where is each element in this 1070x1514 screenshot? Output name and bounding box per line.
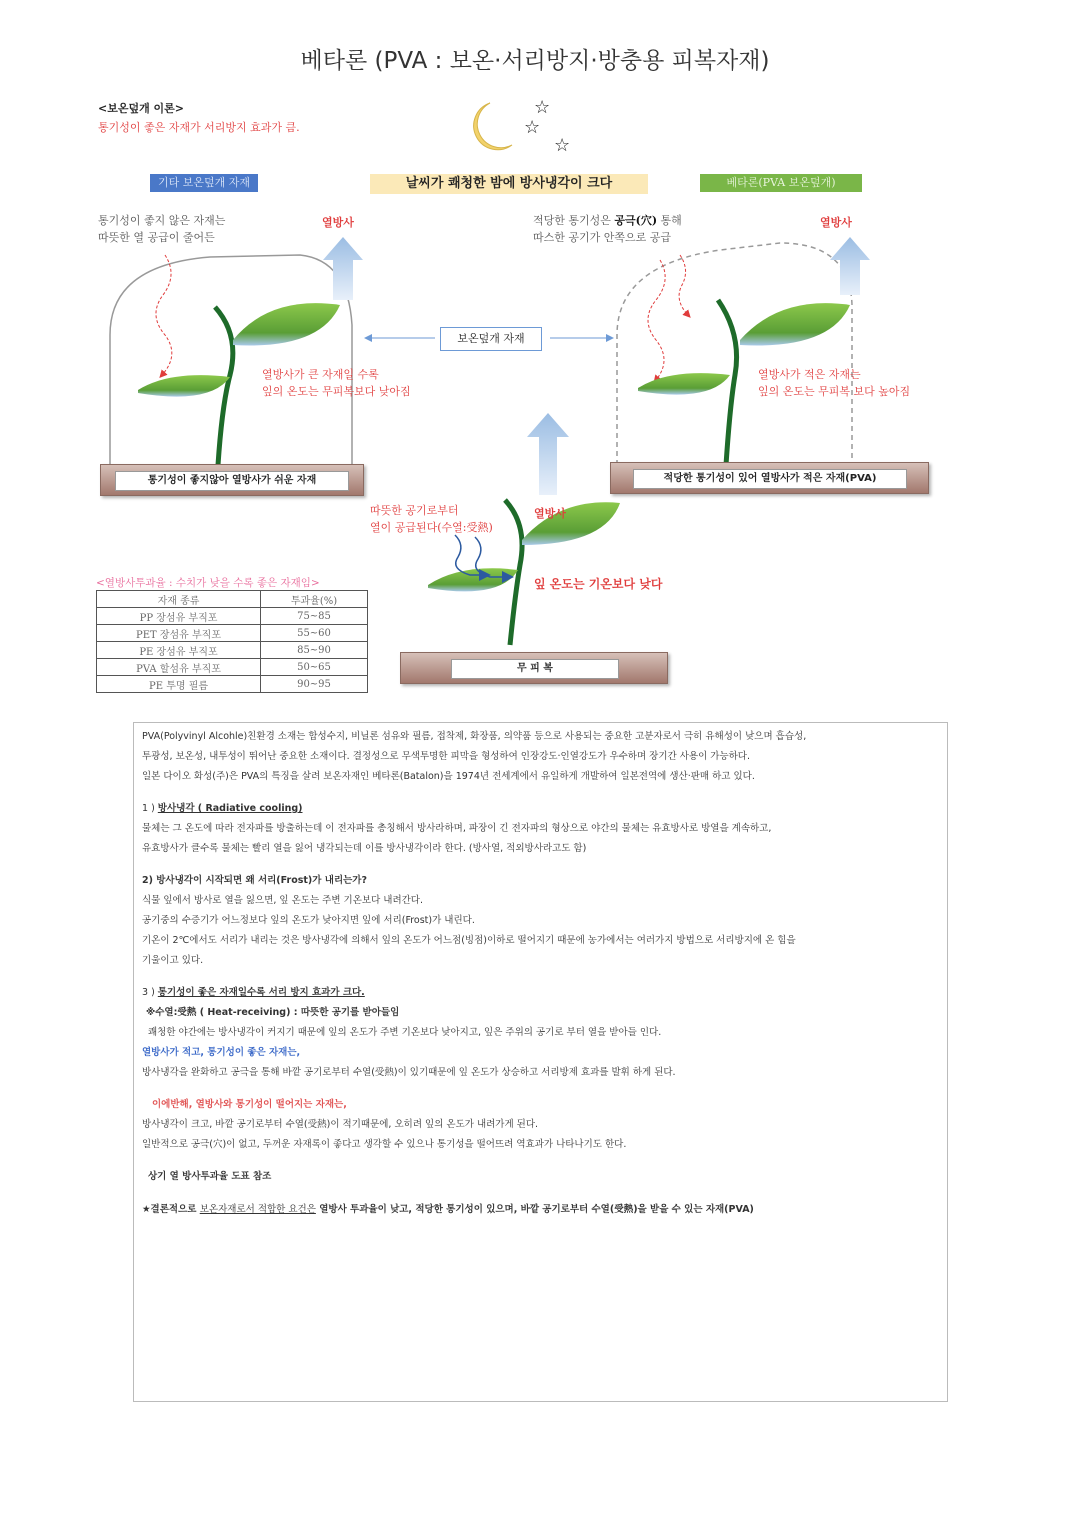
plant-leaf [638,373,730,394]
theory-heading: <보온덮개 이론> [98,102,185,115]
left-ground-bar [100,464,364,496]
table-header-cell: 자재 종류 [97,591,261,608]
table-cell: PP 장섬유 부직포 [97,608,261,625]
section-3 [142,983,937,1155]
table-cell: PE 투명 필름 [97,676,261,693]
plant-leaf [138,375,230,396]
left-inside-line2: 잎의 온도는 무피복보다 낮아짐 [262,385,411,398]
section-2-line: 기울이고 있다. [142,955,204,966]
table-cell: 90~95 [261,676,368,693]
section-3-line: 방사냉각을 완화하고 공극을 통해 바깥 공기로부터 수열(受熱)이 있기때문에 잎 온도가 상승하고 서리방제 효과를 발휘 하게 된다. [142,1067,676,1078]
up-arrow-icon [830,237,870,295]
right-inside-note [758,366,910,400]
table-caption: <열방사투과율 : 수치가 낮을 수록 좋은 자재임> [96,577,320,589]
star-icon: ☆ [524,117,541,138]
right-ground-label: 적당한 통기성이 있어 열방사가 적은 자재(PVA) [633,469,907,489]
table-header-cell: 투과율(%) [261,591,368,608]
left-heat-radiation-label: 열방사 [322,216,354,229]
right-ground-bar [610,462,929,494]
intro-line: 투광성, 보온성, 내투성이 뛰어난 중요한 소재이다. 결정성으로 무색투명한 피막을 형성하여 인장강도·인열강도가 우수하며 장기간 사용이 가능하다. [142,751,750,762]
left-inside-note [262,366,411,400]
section-2-line: 식물 잎에서 방사로 열을 잃으면, 잎 온도는 주변 기온보다 내려간다. [142,895,423,906]
section-2 [142,871,937,971]
bottom-note-line2: 열이 공급된다(수열:受熱) [370,521,493,534]
section-3-line: 방사냉각이 크고, 바깥 공기로부터 수열(受熱)이 적기때문에, 오히려 잎의 온도가 내려가게 된다. [142,1119,539,1130]
page-title: 베타론 (PVA : 보온·서리방지·방충용 피복자재) [300,48,770,74]
reference-note: 상기 열 방사투과율 도표 참조 [148,1171,272,1182]
theory-subtitle: 통기성이 좋은 자재가 서리방지 효과가 큼. [98,121,300,134]
heat-flow-arrow [648,260,665,380]
conclusion [142,1200,937,1220]
conclusion-part: 결론적으로 [150,1204,200,1215]
section-1-heading: 방사냉각 ( Radiative cooling) [157,803,303,814]
plant-leaf [428,568,518,591]
section-3-subheading: ※수열:受熱 ( Heat-receiving) : 따뜻한 공기를 받아들임 [146,1007,400,1018]
table-cell: 55~60 [261,625,368,642]
section-1-number: 1 ) [142,803,158,814]
section-1-line: 물체는 그 온도에 따라 전자파를 방출하는데 이 전자파를 총칭해서 방사라하며, 파장이 긴 전자파의 형상으로 야간의 물체는 유효방사로 방열을 계속하고, [142,823,772,834]
table-row [97,659,368,676]
left-inside-line1: 열방사가 큰 자재일 수록 [262,368,379,381]
right-inside-line1: 열방사가 적은 자재는 [758,368,861,381]
conclusion-part: 열방사 투과율이 낮고, 적당한 통기성이 있으며, 바깥 공기로부터 수열(受熱)을 받을 수 있는 자재(PVA) [315,1204,754,1215]
plant-leaf [740,303,850,345]
table-row [97,642,368,659]
section-2-line: 공기중의 수증기가 어느정보다 잎의 온도가 낮아지면 잎에 서리(Frost)가 내린다. [142,915,475,926]
table-cell: 75~85 [261,608,368,625]
section-2-line: 기온이 2℃에서도 서리가 내리는 것은 방사냉각에 의해서 잎의 온도가 어느점(빙점)이하로 떨어지기 때문에 농가에서는 여러가지 방법으로 서리방지에 온 힘을 [142,935,796,946]
section-2-heading: 2) 방사냉각이 시작되면 왜 서리(Frost)가 내리는가? [142,875,367,886]
up-arrow-icon [527,413,569,495]
transmission-table [96,590,368,693]
table-row [97,676,368,693]
table-cell: 85~90 [261,642,368,659]
left-note-line2: 따뜻한 열 공급이 줄어든 [98,231,215,244]
intro-paragraph [142,727,937,787]
section-3-line: 쾌청한 야간에는 방사냉각이 커지기 때문에 잎의 온도가 주변 기온보다 낮아지고, 잎은 주위의 공기로 부터 열을 받아들 인다. [148,1027,662,1038]
crescent-moon-icon [474,103,512,150]
intro-line: PVA(Polyvinyl Alcohle)친환경 소재는 합성수지, 비닐론 섬유와 필름, 접착제, 화장품, 의약품 등으로 사용되는 중요한 고분자로서 극히 유해성이 낮으며 흡습성, [142,731,807,742]
star-icon: ☆ [534,97,551,118]
bottom-ground-bar [400,652,668,684]
section-3-number: 3 ) [142,987,158,998]
up-arrow-icon [323,237,363,300]
right-inside-line2: 잎의 온도는 무피복 보다 높아짐 [758,385,911,398]
plant-leaf [233,303,340,345]
table-cell: PET 장섬유 부직포 [97,625,261,642]
left-note-line1: 통기성이 좋지 않은 자재는 [98,214,226,227]
heat-flow-arrow [156,255,172,375]
warm-air-arrow [679,255,688,315]
bottom-ground-label: 무 피 복 [451,659,619,679]
right-note-line1b: 공극(穴) [614,214,658,227]
table-cell: PE 장섬유 부직포 [97,642,261,659]
section-1 [142,799,937,859]
table-header-row [97,591,368,608]
right-heat-radiation-label: 열방사 [820,216,852,229]
section-3-highlight-pink: 이에반해, 열방사와 통기성이 떨어지는 자재는, [152,1099,347,1110]
bottom-note-line1: 따뜻한 공기로부터 [370,504,459,517]
section-3-line: 일반적으로 공극(穴)이 없고, 두꺼운 자재록이 좋다고 생각할 수 있으나 통기성을 떨어뜨려 역효과가 나타나기도 한다. [142,1139,627,1150]
right-note-line2: 따스한 공기가 안쪽으로 공급 [533,231,672,244]
leaf-temp-label: 잎 온도는 기온보다 낮다 [534,577,663,591]
bottom-note [370,502,493,536]
table-cell: 50~65 [261,659,368,676]
table-cell: PVA 할섬유 부직포 [97,659,261,676]
center-material-label: 보온덮개 자재 [440,327,542,351]
section-3-heading: 통기성이 좋은 자재일수록 서리 방지 효과가 크다. [157,987,365,998]
bottom-heat-radiation-label: 열방사 [534,507,566,520]
other-material-label: 기타 보온덮개 자재 [150,174,258,192]
right-note-line1a: 적당한 통기성은 [533,214,615,227]
table-row [97,625,368,642]
right-note-line1c: 통해 [657,214,682,227]
star-icon: ☆ [554,135,571,156]
left-ground-label: 통기성이 좋지않아 열방사가 쉬운 자재 [115,471,349,491]
betalon-label: 베타론(PVA 보온덮개) [700,174,862,192]
intro-line: 일본 다이오 화성(주)은 PVA의 특징을 살려 보온자재인 베타론(Batalon)을 1974년 전세계에서 유일하게 개발하여 일본전역에 생산·판매 하고 있다. [142,771,755,782]
section-3-highlight-blue: 열방사가 적고, 통기성이 좋은 자재는, [142,1047,301,1058]
description-box [133,722,948,1402]
conclusion-part: 보온자재로서 적합한 요건은 [199,1204,316,1215]
section-1-line: 유효방사가 클수록 물체는 빨리 열을 잃어 냉각되는데 이를 방사냉각이라 한다. (방사열, 적외방사라고도 함) [142,843,587,854]
table-row [97,608,368,625]
star-icon: ★ [142,1204,151,1215]
center-banner: 날씨가 쾌청한 밤에 방사냉각이 크다 [370,174,648,194]
night-sky-illustration [450,95,590,157]
